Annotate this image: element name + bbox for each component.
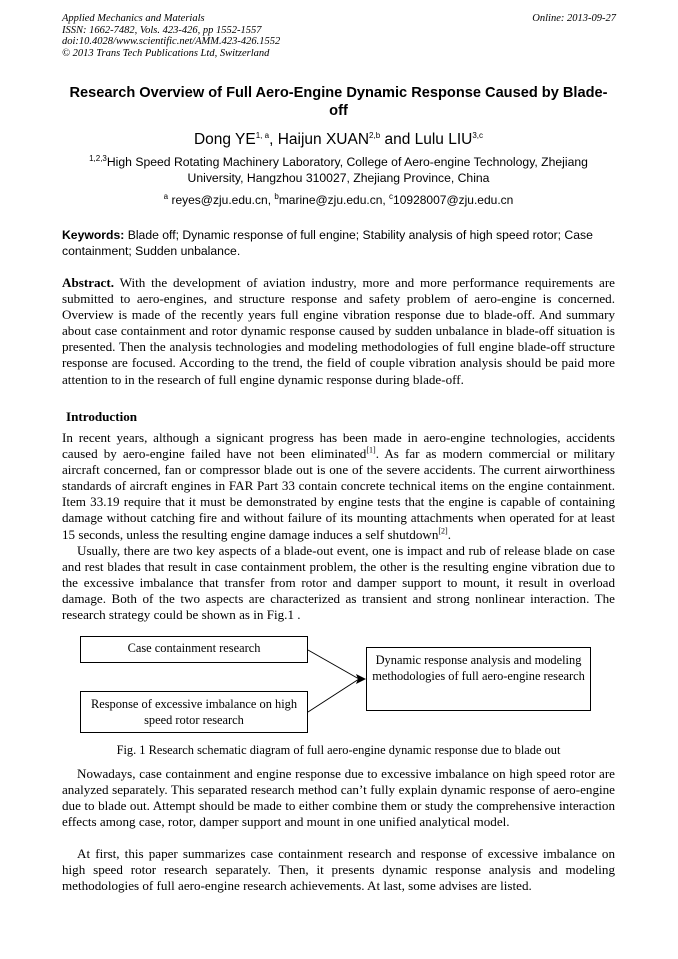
author-superscript: 1, a [255,130,270,140]
email-link[interactable]: reyes@zju.edu.cn, [168,193,275,207]
affiliation-text: High Speed Rotating Machinery Laboratory, College of Aero-engine Technology, Zhejiang University, Hangzhou 310027, Zhejiang Province, China [106,155,588,185]
email-superscript: b [274,192,279,201]
intro-paragraph-3: Nowadays, case containment and engine response due to excessive imbalance on high speed rotor are analyzed separately. This separated research method can’t fully explain dynamic response of aero-engine due to blade out. Attempt should be made to either combine them or study the comprehensive interaction effects among case, rotor, damper support and mount in one unified analytical model. [62,766,615,830]
author-list [62,131,615,149]
email-link[interactable]: marine@zju.edu.cn, [278,193,390,207]
author-name: Haijun XUAN [277,131,370,148]
abstract-text: With the development of aviation industry, more and more performance requirements are submitted to aero-engines, and structure response and safety problem of aero-engine is concerned. Overview is made of the recently years full engine vibration response due to blade-off. And summary about case containment and rotor dynamic response caused by sudden unbalance in blade-off situation is presented. Then the analysis technologies and modeling methodologies of full engine blade-off structure response are focused. According to the trend, the field of couple vibration analysis should be paid more attention to in the research of full engine dynamic response during blade-off. [62,275,615,387]
author-name: Lulu LIU [414,131,473,148]
email-list [62,193,615,207]
email-link[interactable]: 10928007@zju.edu.cn [393,193,514,207]
author-name: Dong YE [193,131,256,148]
keywords [62,228,615,259]
issn-line: ISSN: 1662-7482, Vols. 423-426, pp 1552-1557 [62,24,262,36]
section-heading-introduction: Introduction [66,409,138,424]
connector-line-top [308,650,359,679]
paragraph-text: . As far as modern commercial or military aircraft concerned, fan or compressor blade out is one of the severe accidents. The current airworthiness standards of aircraft engines in FAR Part 33 contain concrete technical items on the engine containment. Item 33.19 require that it must be demonstrated by engine tests that the engine is capable of containing damage without catching fire and without failure of its mounting attachments when operated for at least 15 seconds, unless the resulting engine damage induces a self shutdown [62,446,615,542]
intro-paragraph-1 [62,430,615,543]
copyright-line: © 2013 Trans Tech Publications Ltd, Switzerland [62,47,270,59]
author-separator: , [269,131,278,148]
author-superscript: 2,b [369,130,381,140]
diagram-box-dynamic-response: Dynamic response analysis and modeling methodologies of full aero-engine research [366,647,591,711]
citation-ref[interactable]: [2] [438,526,448,536]
connector-line-bottom [308,679,359,712]
abstract-label: Abstract. [62,275,114,290]
connector-arrowhead [356,674,366,684]
intro-paragraph-4: At first, this paper summarizes case containment research and response of excessive imbalance on high speed rotor research separately. Then, it presents dynamic response analysis and modeling methodologies of full aero-engine research achievements. At last, some advises are listed. [62,846,615,894]
figure-caption: Fig. 1 Research schematic diagram of full aero-engine dynamic response due to blade out [116,743,561,757]
keywords-text: Blade off; Dynamic response of full engine; Stability analysis of high speed rotor; Case containment; Sudden unbalance. [62,228,593,258]
journal-name: Applied Mechanics and Materials [62,13,205,24]
diagram-box-case-containment: Case containment research [80,636,308,663]
paragraph-text: In recent years, although a signicant progress has been made in aero-engine technologies, accidents caused by aero-engine failed have not been eliminated [62,430,615,462]
intro-paragraph-2: Usually, there are two key aspects of a blade-out event, one is impact and rub of release blade on case and rest blades that result in case containment problem, the other is the resulting engine vibration due to the excessive imbalance that transfer from rotor and damper support to mount, it result in overload damage. Both of the two aspects are characterized as transient and strong nonlinear interaction. The research strategy could be shown as in Fig.1 . [62,543,615,623]
paragraph-text: . [447,526,451,542]
doi-line: doi:10.4028/www.scientific.net/AMM.423-426.1552 [62,36,281,48]
journal-header [62,13,280,59]
diagram-box-imbalance-response: Response of excessive imbalance on high speed rotor research [80,691,308,733]
affiliation-superscript: 1,2,3 [89,153,107,163]
email-superscript: c [389,192,394,201]
author-superscript: 3,c [472,130,484,140]
keywords-label: Keywords: [62,228,125,242]
email-superscript: a [163,192,169,201]
affiliation [80,154,597,186]
author-separator: and [380,131,415,148]
abstract [62,275,615,388]
paper-title: Research Overview of Full Aero-Engine Dynamic Response Caused by Blade-off [69,85,608,119]
online-date: Online: 2013-09-27 [532,13,616,24]
citation-ref[interactable]: [1] [366,445,376,455]
